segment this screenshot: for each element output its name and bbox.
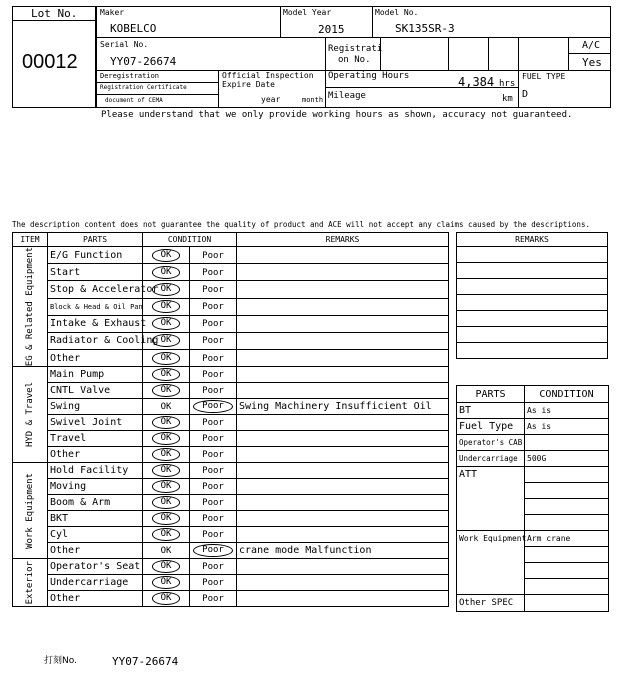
part-name: Other: [48, 591, 143, 607]
work-equipment-label: Work Equipment: [457, 531, 525, 595]
ok-mark: OK: [152, 592, 181, 605]
poor-cell: [190, 247, 237, 264]
lot-label: Lot No.: [31, 7, 78, 20]
ok-mark: OK: [152, 266, 181, 279]
registration-label-2: on No.: [338, 55, 371, 65]
side-parts-table: [456, 385, 609, 612]
ok-mark: OK: [152, 352, 181, 365]
remark: [237, 415, 449, 431]
poor-cell: [190, 315, 237, 332]
ok-mark: OK: [152, 448, 181, 461]
registration-label-1: Registrati: [328, 44, 383, 54]
poor-cell: [190, 463, 237, 479]
ok-cell: [143, 298, 190, 315]
reg-cert-label: Registration Certificate: [100, 84, 187, 91]
remark2-cell: [457, 311, 608, 327]
ok-mark: OK: [152, 334, 181, 347]
remark2-cell: [457, 343, 608, 359]
poor-mark: Poor: [202, 498, 224, 509]
poor-cell: [190, 479, 237, 495]
remark2-cell: [457, 295, 608, 311]
remark: [237, 559, 449, 575]
side-cond: [525, 435, 609, 451]
condition-header: CONDITION: [143, 233, 237, 247]
part-name: Main Pump: [48, 367, 143, 383]
inspection-table: [12, 232, 449, 607]
table-row: [13, 399, 449, 415]
serial-label: Serial No.: [100, 40, 149, 49]
ok-cell: [143, 543, 190, 559]
ok-mark: OK: [152, 528, 181, 541]
ok-mark: OK: [152, 480, 181, 493]
table-row: [13, 527, 449, 543]
item-header: ITEM: [13, 233, 48, 247]
ok-cell: [143, 264, 190, 281]
table-row: [13, 511, 449, 527]
poor-cell: [190, 298, 237, 315]
poor-cell: [190, 399, 237, 415]
footer-value: YY07-26674: [112, 655, 179, 668]
table-row: [13, 591, 449, 607]
poor-mark: Poor: [202, 578, 224, 589]
side-parts-header: PARTS: [457, 386, 525, 403]
poor-mark: Poor: [202, 319, 224, 330]
table-row: [13, 281, 449, 298]
ok-mark: OK: [152, 464, 181, 477]
maker-label: Maker: [100, 8, 125, 17]
ok-mark: OK: [160, 402, 172, 413]
table-row: [13, 479, 449, 495]
description-notice: The description content does not guarantee the quality of product and ACE will not accept any claims caused by the descriptions.: [12, 220, 590, 229]
item-group-label: Exterior: [25, 561, 35, 605]
remarks-header: REMARKS: [237, 233, 449, 247]
poor-mark: Poor: [202, 302, 224, 313]
item-group-cell: [13, 247, 48, 367]
side-part: Undercarriage: [457, 451, 525, 467]
poor-mark: Poor: [202, 562, 224, 573]
side-condition-header: CONDITION: [525, 386, 609, 403]
lot-number: 00012: [22, 51, 78, 73]
poor-mark: Poor: [202, 250, 224, 261]
ok-mark: OK: [160, 546, 172, 557]
poor-cell: [190, 527, 237, 543]
ok-mark: OK: [152, 283, 181, 296]
table-row: [13, 495, 449, 511]
poor-cell: [190, 383, 237, 399]
part-name: Start: [48, 264, 143, 281]
remark: [237, 431, 449, 447]
part-name: Other: [48, 447, 143, 463]
ok-mark: OK: [152, 496, 181, 509]
item-group-cell: [13, 367, 48, 463]
part-name: Intake & Exhaust: [48, 315, 143, 332]
model-year-label: Model Year: [283, 8, 332, 17]
ok-mark: OK: [152, 560, 181, 573]
table-row: [13, 431, 449, 447]
remark: Swing Machinery Insufficient Oil: [237, 399, 449, 415]
poor-mark: Poor: [202, 284, 224, 295]
remark2-cell: [457, 279, 608, 295]
ok-cell: [143, 415, 190, 431]
fuel-type-value: D: [522, 89, 529, 100]
ok-cell: [143, 495, 190, 511]
cema-label: document of CEMA: [105, 97, 163, 104]
part-name: Other: [48, 543, 143, 559]
poor-cell: [190, 332, 237, 349]
remark: [237, 367, 449, 383]
part-name: CNTL Valve: [48, 383, 143, 399]
poor-cell: [190, 281, 237, 298]
ok-mark: OK: [152, 384, 181, 397]
poor-mark: Poor: [202, 450, 224, 461]
part-name: Swing: [48, 399, 143, 415]
poor-cell: [190, 367, 237, 383]
table-row: [13, 247, 449, 264]
poor-mark: Poor: [202, 418, 224, 429]
ok-cell: [143, 315, 190, 332]
ok-cell: [143, 591, 190, 607]
remark2-cell: [457, 263, 608, 279]
ok-mark: OK: [152, 432, 181, 445]
side-cond: 500G: [525, 451, 609, 467]
table-row: [13, 415, 449, 431]
poor-mark: Poor: [202, 336, 224, 347]
inspection-label-1: Official Inspection: [222, 71, 314, 80]
part-name: BKT: [48, 511, 143, 527]
poor-mark: Poor: [202, 482, 224, 493]
item-group-label: Work Equipment: [25, 472, 35, 549]
deregistration-label: Deregistration: [100, 72, 160, 80]
part-name: Block & Head & Oil Pan: [48, 298, 143, 315]
month-label: month: [302, 96, 324, 104]
part-name: E/G Function: [48, 247, 143, 264]
operating-hours-value: 4,384: [458, 75, 495, 89]
part-name: Swivel Joint: [48, 415, 143, 431]
poor-cell: [190, 415, 237, 431]
remark: [237, 511, 449, 527]
work-equipment-value: Arm crane: [525, 531, 609, 547]
poor-cell: [190, 543, 237, 559]
poor-cell: [190, 350, 237, 367]
poor-cell: [190, 575, 237, 591]
poor-cell: [190, 495, 237, 511]
remarks-table: [456, 232, 608, 359]
ok-cell: [143, 559, 190, 575]
remark: crane mode Malfunction: [237, 543, 449, 559]
poor-mark: Poor: [202, 594, 224, 605]
footer-label: 打刻No.: [44, 656, 77, 666]
poor-mark: Poor: [202, 353, 224, 364]
table-row: [13, 332, 449, 349]
ok-cell: [143, 399, 190, 415]
inspection-label-2: Expire Date: [222, 80, 275, 89]
ac-label: A/C: [582, 40, 601, 51]
ok-mark: OK: [152, 576, 181, 589]
poor-cell: [190, 511, 237, 527]
maker-value: KOBELCO: [110, 22, 157, 35]
ok-mark: OK: [152, 300, 181, 313]
remark: [237, 527, 449, 543]
table-row: [13, 447, 449, 463]
table-row: [13, 575, 449, 591]
remarks2-header: REMARKS: [457, 233, 608, 247]
part-name: Moving: [48, 479, 143, 495]
item-group-cell: [13, 559, 48, 607]
model-no-value: SK135SR-3: [395, 22, 455, 35]
poor-cell: [190, 447, 237, 463]
poor-mark: Poor: [202, 370, 224, 381]
poor-mark: Poor: [202, 514, 224, 525]
poor-cell: [190, 431, 237, 447]
poor-mark: Poor: [202, 530, 224, 541]
remark2-cell: [457, 327, 608, 343]
table-row: [13, 264, 449, 281]
table-row: [13, 350, 449, 367]
part-name: Hold Facility: [48, 463, 143, 479]
remark: [237, 575, 449, 591]
side-part: Operator's CAB: [457, 435, 525, 451]
poor-cell: [190, 559, 237, 575]
model-no-label: Model No.: [375, 8, 419, 17]
remark: [237, 315, 449, 332]
ok-mark: OK: [152, 368, 181, 381]
ac-value: Yes: [582, 56, 602, 69]
part-name: Cyl: [48, 527, 143, 543]
remark: [237, 447, 449, 463]
side-part: BT: [457, 403, 525, 419]
part-name: Radiator & Cooling: [48, 332, 143, 349]
part-name: Other: [48, 350, 143, 367]
poor-mark: Poor: [202, 386, 224, 397]
model-year-value: 2015: [318, 23, 345, 36]
poor-mark: Poor: [202, 434, 224, 445]
remark: [237, 479, 449, 495]
remark: [237, 350, 449, 367]
remark: [237, 247, 449, 264]
side-cond: As is: [525, 403, 609, 419]
poor-mark: Poor: [193, 544, 233, 557]
ok-mark: OK: [152, 416, 181, 429]
remark2-cell: [457, 247, 608, 263]
poor-cell: [190, 591, 237, 607]
remark: [237, 463, 449, 479]
part-name: Stop & Accelerator: [48, 281, 143, 298]
table-row: [13, 315, 449, 332]
part-name: Operator's Seat: [48, 559, 143, 575]
ok-cell: [143, 575, 190, 591]
item-group-label: HYD & Travel: [25, 382, 35, 448]
part-name: Boom & Arm: [48, 495, 143, 511]
remark: [237, 591, 449, 607]
item-group-label: EG & Related Equipment: [25, 247, 35, 367]
ok-cell: [143, 383, 190, 399]
mileage-label: Mileage: [328, 91, 366, 101]
poor-cell: [190, 264, 237, 281]
ok-cell: [143, 511, 190, 527]
serial-value: YY07-26674: [110, 55, 177, 68]
ok-cell: [143, 350, 190, 367]
remark: [237, 281, 449, 298]
ok-cell: [143, 479, 190, 495]
ok-cell: [143, 367, 190, 383]
table-row: [13, 463, 449, 479]
ok-cell: [143, 447, 190, 463]
ok-cell: [143, 463, 190, 479]
remark: [237, 495, 449, 511]
table-row: [13, 543, 449, 559]
hrs-label: hrs: [499, 79, 516, 89]
ok-mark: OK: [152, 512, 181, 525]
ok-mark: OK: [152, 317, 181, 330]
ok-cell: [143, 527, 190, 543]
remark: [237, 383, 449, 399]
remark: [237, 332, 449, 349]
item-group-cell: [13, 463, 48, 559]
table-row: [13, 367, 449, 383]
ok-cell: [143, 431, 190, 447]
poor-mark: Poor: [202, 466, 224, 477]
poor-mark: Poor: [202, 267, 224, 278]
side-part: Fuel Type: [457, 419, 525, 435]
operating-hours-label: Operating Hours: [328, 71, 410, 81]
table-row: [13, 559, 449, 575]
att-label: ATT: [457, 467, 525, 531]
part-name: Undercarriage: [48, 575, 143, 591]
table-row: [13, 298, 449, 315]
poor-mark: Poor: [193, 400, 233, 413]
remark: [237, 264, 449, 281]
other-spec-label: Other SPEC: [457, 595, 525, 612]
fuel-type-label: FUEL TYPE: [522, 72, 566, 81]
side-cond: As is: [525, 419, 609, 435]
year-label: year: [261, 95, 281, 104]
ok-mark: OK: [152, 249, 181, 262]
table-row: [13, 383, 449, 399]
parts-header: PARTS: [48, 233, 143, 247]
remark: [237, 298, 449, 315]
part-name: Travel: [48, 431, 143, 447]
hours-notice: Please understand that we only provide working hours as shown, accuracy not guaranteed.: [101, 110, 573, 120]
ok-cell: [143, 247, 190, 264]
km-label: km: [502, 94, 513, 104]
